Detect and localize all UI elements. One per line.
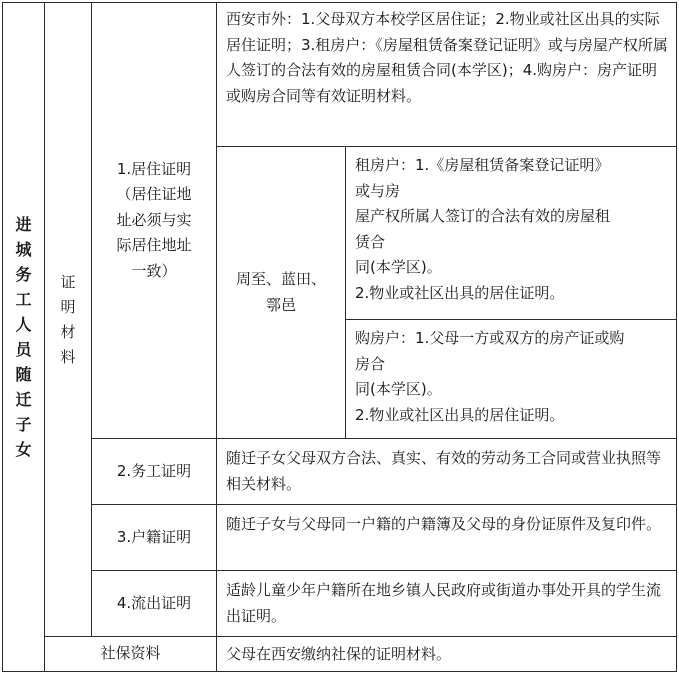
category-char: 子	[15, 415, 32, 434]
row-divider	[345, 319, 677, 320]
category-cell	[3, 3, 44, 671]
table-border-right	[676, 2, 677, 672]
category-char: 工	[15, 290, 32, 309]
work-proof-text: 随迁子女父母双方合法、真实、有效的劳动务工合同或营业执照等相关材料。	[226, 449, 662, 493]
category-char: 女	[15, 440, 32, 459]
materials-label-char: 证	[60, 272, 76, 291]
buyer-requirements: 购房户：1.父母一方或双方的房产证或购 房合 同(本学区)。 2.物业或社区出具的居住证明。	[355, 329, 625, 424]
household-proof-label: 3.户籍证明	[116, 527, 192, 546]
household-proof-text: 随迁子女与父母同一户籍的户籍簿及父母的身份证原件及复印件。	[226, 515, 662, 533]
category-char: 城	[15, 240, 32, 259]
category-char: 务	[15, 265, 32, 284]
social-security-text: 父母在西安缴纳社保的证明材料。	[226, 645, 452, 663]
outflow-proof-label: 4.流出证明	[116, 593, 192, 612]
table-border-bottom	[2, 671, 677, 672]
materials-label-char: 料	[60, 347, 76, 366]
category-char: 迁	[15, 390, 32, 409]
renter-requirements: 租房户：1.《房屋租赁备案登记证明》 或与房 屋产权所属人签订的合法有效的房屋租 赁合 同(本学区)。 2.物业或社区出具的居住证明。	[355, 156, 611, 302]
counties-label: 周至、蓝田、 鄠邑	[235, 270, 326, 314]
residence-proof-label: 1.居住证明 （居住证地 址必须与实 际居住地址 一致）	[116, 159, 192, 280]
outflow-proof-text: 适龄儿童少年户籍所在地乡镇人民政府或街道办事处开具的学生流出证明。	[226, 581, 662, 625]
materials-label-cell	[45, 3, 91, 636]
column-divider	[345, 146, 346, 439]
xian-outer-text: 西安市外：1.父母双方本校学区居住证；2.物业或社区出具的实际居住证明；3.租房户：《房屋租赁备案登记证明》或与房屋产权所属人签订的合法有效的房屋租赁合同(本学区)；4.购房户：房产证明或购房合同等有效证明材料。	[226, 10, 668, 105]
category-char: 员	[15, 340, 32, 359]
work-proof-label: 2.务工证明	[116, 461, 192, 480]
category-char: 随	[15, 365, 32, 384]
category-char: 进	[15, 215, 32, 234]
social-security-label: 社保资料	[100, 644, 161, 663]
materials-label-char: 明	[60, 297, 76, 316]
materials-label-char: 材	[60, 322, 76, 341]
category-char: 人	[15, 315, 32, 334]
